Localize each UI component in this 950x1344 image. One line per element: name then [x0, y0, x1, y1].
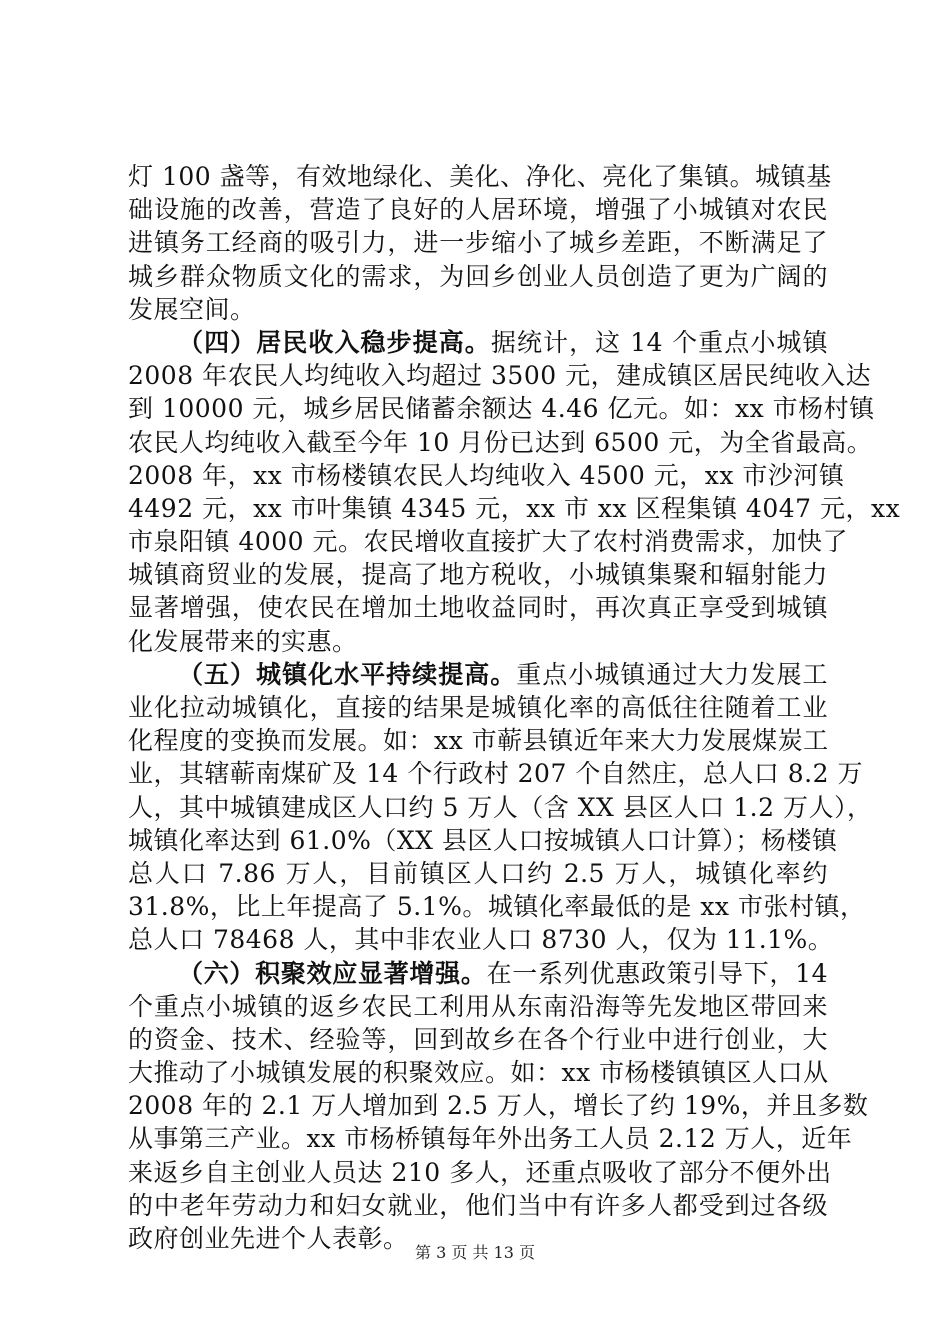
section-heading-6: （六）积聚效应显著增强。: [178, 958, 487, 988]
page-number-footer: 第 3 页 共 13 页: [415, 1243, 535, 1262]
paragraph-2-line: 化发展带来的实惠。: [128, 626, 358, 656]
paragraph-4-line: 2008 年的 2.1 万人增加到 2.5 万人，增长了约 19%，并且多数: [128, 1091, 869, 1121]
paragraph-2-line: 2008 年农民人均纯收入均超过 3500 元，建成镇区居民纯收入达: [128, 361, 872, 391]
paragraph-4-line: 政府创业先进个人表彰。: [128, 1224, 409, 1253]
paragraph-4-line: 来返乡自主创业人员达 210 多人，还重点吸收了部分不便外出: [128, 1157, 832, 1187]
paragraph-2-line: 市泉阳镇 4000 元。农民增收直接扩大了农村消费需求，加快了: [128, 527, 849, 557]
paragraph-3-line: 业化拉动城镇化，直接的结果是城镇化率的高低往往随着工业: [128, 693, 828, 722]
paragraph-2-line: 到 10000 元，城乡居民储蓄余额达 4.46 亿元。如：xx 市杨村镇: [128, 394, 875, 424]
paragraph-3-lead-text: 重点小城镇通过大力发展工: [516, 659, 828, 689]
section-heading-5: （五）城镇化水平持续提高。: [178, 659, 517, 689]
document-body: [128, 160, 901, 1255]
paragraph-3-first-line: [128, 658, 828, 691]
paragraph-3-line: 总人口 7.86 万人，目前镇区人口约 2.5 万人，城镇化率约: [128, 858, 828, 888]
paragraph-3-line: 总人口 78468 人，其中非农业人口 8730 人，仅为 11.1%。: [128, 925, 834, 955]
paragraph-2-first-line: [128, 326, 828, 359]
paragraph-1-line: 发展空间。: [128, 294, 256, 324]
paragraph-3-line: 城镇化率达到 61.0%（XX 县区人口按城镇人口计算）；杨楼镇: [128, 825, 838, 855]
paragraph-4-lead-text: 在一系列优惠政策引导下，14: [486, 958, 828, 988]
paragraph-4-first-line: [128, 957, 828, 990]
paragraph-1-line: 灯 100 盏等，有效地绿化、美化、净化、亮化了集镇。城镇基: [128, 162, 832, 191]
paragraph-2-line: 城镇商贸业的发展，提高了地方税收，小城镇集聚和辐射能力: [128, 560, 828, 590]
section-heading-4: （四）居民收入稳步提高。: [178, 327, 491, 357]
paragraph-3-line: 业，其辖蕲南煤矿及 14 个行政村 207 个自然庄，总人口 8.2 万: [128, 759, 863, 789]
paragraph-4-line: 大推动了小城镇发展的积聚效应。如：xx 市杨楼镇镇区人口从: [128, 1058, 829, 1088]
paragraph-4-line: 个重点小城镇的返乡农民工利用从东南沿海等先发地区带回来: [128, 991, 828, 1021]
paragraph-2-line: 2008 年，xx 市杨楼镇农民人均纯收入 4500 元，xx 市沙河镇: [128, 460, 845, 490]
paragraph-1-line: 进镇务工经商的吸引力，进一步缩小了城乡差距，不断满足了: [128, 228, 828, 258]
paragraph-2-line: 农民人均纯收入截至今年 10 月份已达到 6500 元，为全省最高。: [128, 427, 873, 457]
paragraph-2-line: 显著增强，使农民在增加土地收益同时，再次真正享受到城镇: [128, 593, 828, 623]
paragraph-1-line: 础设施的改善，营造了良好的人居环境，增强了小城镇对农民: [128, 195, 828, 225]
paragraph-2-lead-text: 据统计，这 14 个重点小城镇: [490, 327, 828, 357]
paragraph-4-line: 的资金、技术、经验等，回到故乡在各个行业中进行创业，大: [128, 1024, 828, 1054]
paragraph-4-line: 从事第三产业。xx 市杨桥镇每年外出务工人员 2.12 万人，近年: [128, 1124, 853, 1154]
paragraph-3-line: 31.8%，比上年提高了 5.1%。城镇化率最低的是 xx 市张村镇，: [128, 892, 866, 922]
paragraph-2-line: 4492 元，xx 市叶集镇 4345 元，xx 市 xx 区程集镇 4047 元，xx: [128, 493, 901, 523]
paragraph-3-line: 人，其中城镇建成区人口约 5 万人（含 XX 县区人口 1.2 万人），: [128, 792, 873, 822]
paragraph-4-line: 的中老年劳动力和妇女就业，他们当中有许多人都受到过各级: [128, 1190, 828, 1220]
paragraph-1-line: 城乡群众物质文化的需求，为回乡创业人员创造了更为广阔的: [128, 261, 828, 291]
paragraph-3-line: 化程度的变换而发展。如：xx 市蕲县镇近年来大力发展煤炭工: [128, 726, 829, 756]
